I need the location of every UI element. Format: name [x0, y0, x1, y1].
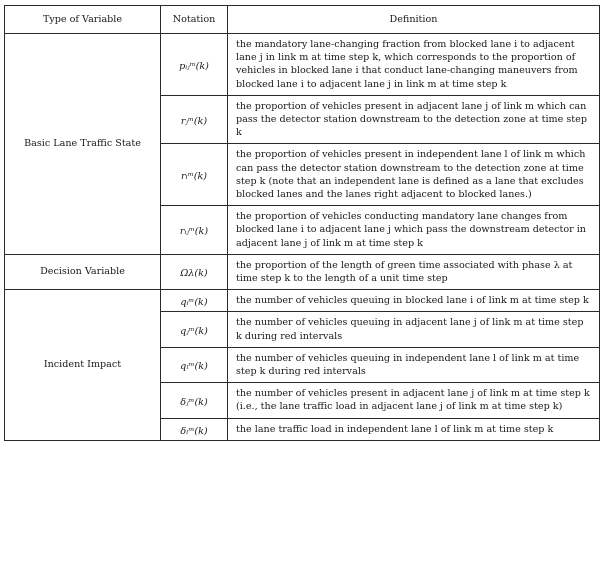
notation-cell: pᵢⱼᵐ(k) — [161, 34, 228, 96]
variable-definition-table — [4, 5, 600, 441]
definition-cell: the number of vehicles queuing in blocked lane i of link m at time step k — [228, 290, 600, 312]
category-decision-variable: Decision Variable — [5, 254, 161, 289]
definition-cell: the proportion of the length of green time associated with phase λ at time step k to the length of a unit time step — [228, 254, 600, 289]
notation-cell: Ωλ(k) — [161, 254, 228, 289]
definition-cell: the proportion of vehicles present in adjacent lane j of link m which can pass the detector station downstream to the detection zone at time step k — [228, 95, 600, 144]
definition-cell: the lane traffic load in independent lane l of link m at time step k — [228, 418, 600, 440]
table-row — [5, 34, 600, 96]
header-type: Type of Variable — [5, 6, 161, 34]
definition-cell: the proportion of vehicles present in independent lane l of link m which can pass the detector station downstream to the detection zone at time step k (note that an independent lane is defined as a lane that excludes blocked lanes and the lanes right adjacent to blocked lanes.) — [228, 144, 600, 206]
definition-cell: the number of vehicles queuing in independent lane l of link m at time step k during red intervals — [228, 347, 600, 382]
definition-cell: the mandatory lane-changing fraction from blocked lane i to adjacent lane j in link m at time step k, which corresponds to the proportion of vehicles in blocked lane i that conduct lane-changing maneuvers from blocked lane i to adjacent lane j in link m at time step k — [228, 34, 600, 96]
table-row — [5, 290, 600, 312]
notation-cell: qⱼᵐ(k) — [161, 312, 228, 347]
category-basic-lane-traffic-state: Basic Lane Traffic State — [5, 34, 161, 255]
notation-cell: rⱼᵐ(k) — [161, 95, 228, 144]
notation-cell: δₗᵐ(k) — [161, 418, 228, 440]
notation-cell: δⱼᵐ(k) — [161, 383, 228, 418]
definition-cell: the proportion of vehicles conducting mandatory lane changes from blocked lane i to adjacent lane j which pass the downstream detector in adjacent lane j of link m at time step k — [228, 206, 600, 255]
notation-cell: qₗᵐ(k) — [161, 347, 228, 382]
category-incident-impact: Incident Impact — [5, 290, 161, 441]
header-definition: Definition — [228, 6, 600, 34]
notation-cell: qᵢᵐ(k) — [161, 290, 228, 312]
definition-cell: the number of vehicles queuing in adjacent lane j of link m at time step k during red intervals — [228, 312, 600, 347]
header-row — [5, 6, 600, 34]
definition-cell: the number of vehicles present in adjacent lane j of link m at time step k (i.e., the lane traffic load in adjacent lane j of link m at time step k) — [228, 383, 600, 418]
notation-cell: rₗᵐ(k) — [161, 144, 228, 206]
table-row — [5, 254, 600, 289]
header-notation: Notation — [161, 6, 228, 34]
notation-cell: rᵢⱼᵐ(k) — [161, 206, 228, 255]
